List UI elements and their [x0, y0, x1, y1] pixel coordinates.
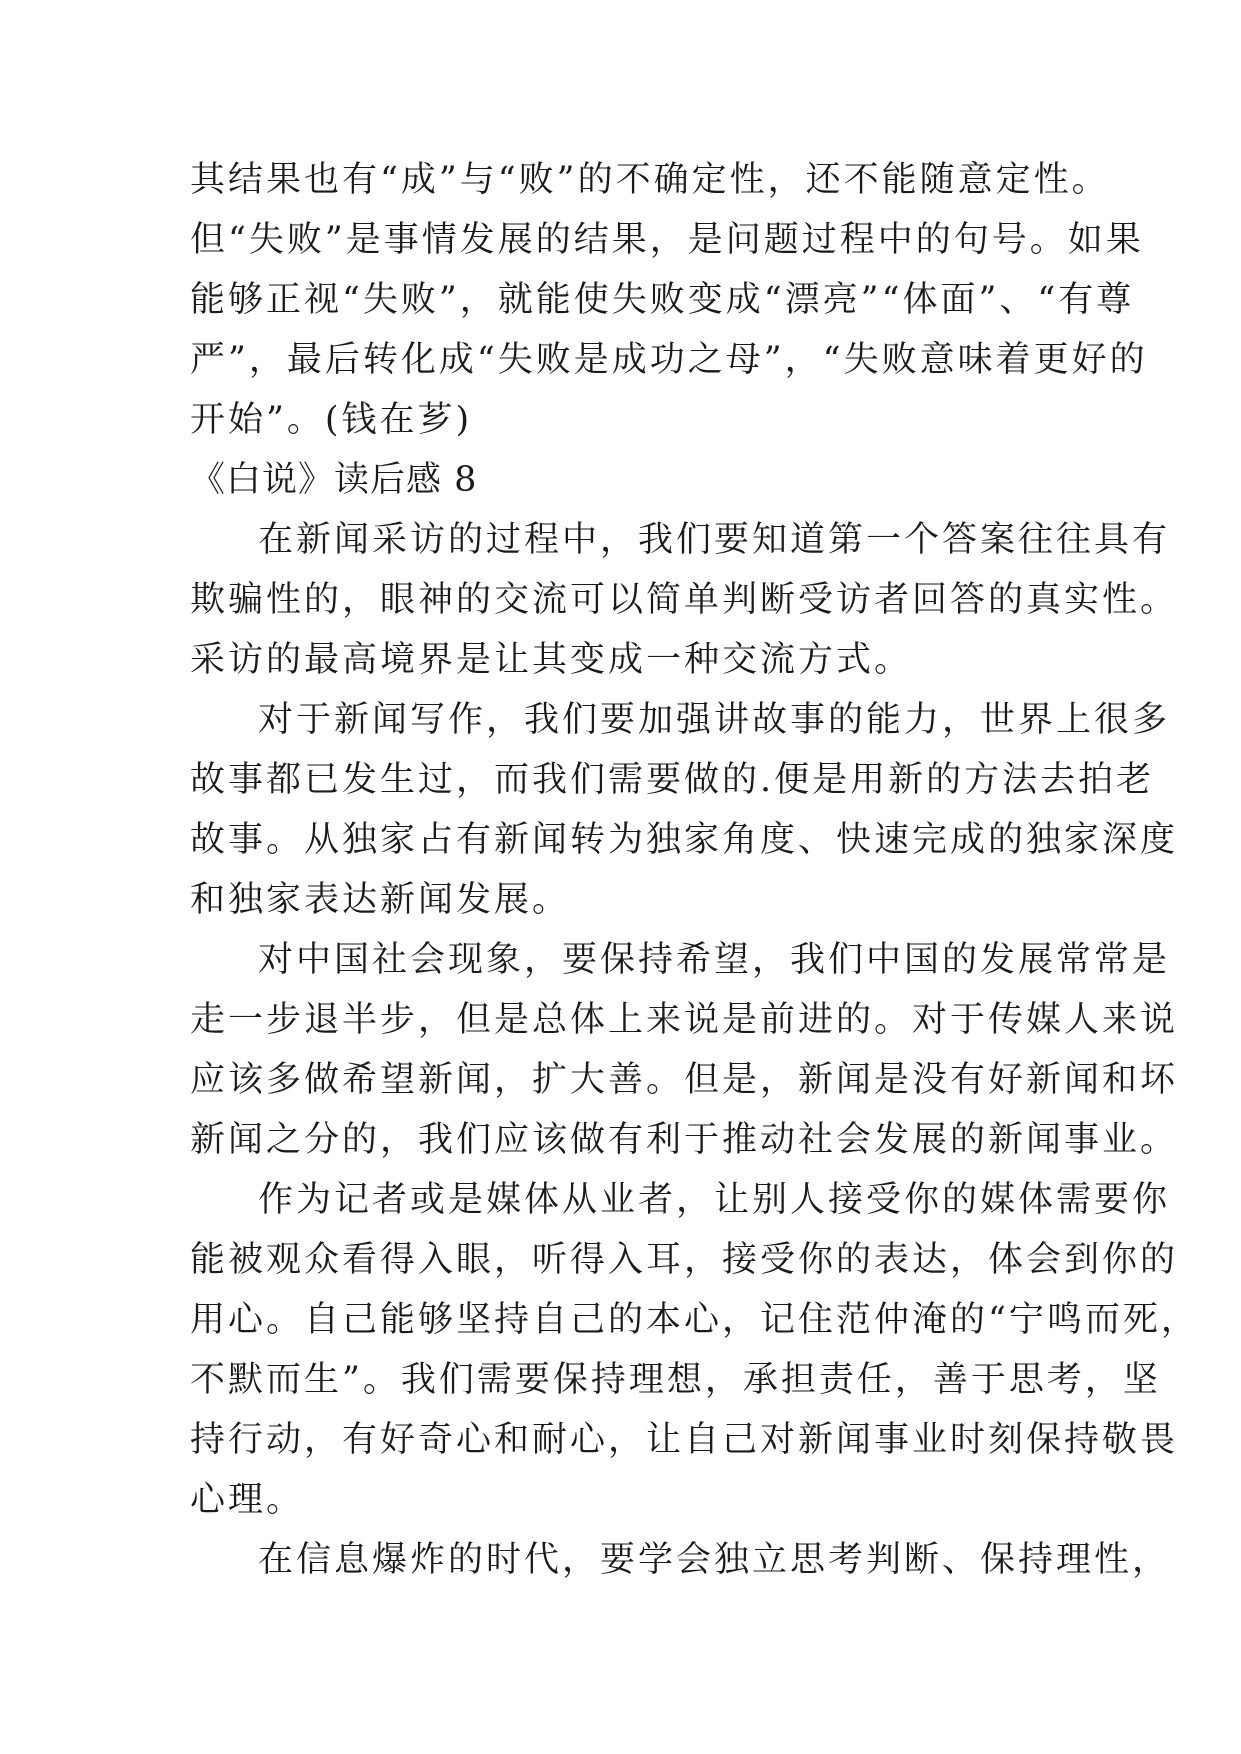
text-line: 开始”。(钱在芗)	[190, 400, 473, 440]
text-line: 故事。从独家占有新闻转为独家角度、快速完成的独家深度	[190, 820, 1179, 860]
paragraph-start-line: 作为记者或是媒体从业者，让别人接受你的媒体需要你	[258, 1180, 1171, 1220]
paragraph-start-line: 在信息爆炸的时代，要学会独立思考判断、保持理性，	[258, 1540, 1171, 1580]
text-line: 能被观众看得入眼，听得入耳，接受你的表达，体会到你的	[190, 1240, 1179, 1280]
text-line: 能够正视“失败”，就能使失败变成“漂亮”“体面”、“有尊	[190, 280, 1135, 320]
text-line: 新闻之分的，我们应该做有利于推动社会发展的新闻事业。	[190, 1120, 1179, 1160]
text-line: 用心。自己能够坚持自己的本心，记住范仲淹的“宁鸣而死，	[190, 1300, 1199, 1340]
text-line: 应该多做希望新闻，扩大善。但是，新闻是没有好新闻和坏	[190, 1060, 1179, 1100]
text-line: 但“失败”是事情发展的结果，是问题过程中的句号。如果	[190, 220, 1144, 260]
paragraph-start-line: 对于新闻写作，我们要加强讲故事的能力，世界上很多	[258, 700, 1171, 740]
text-line: 严”，最后转化成“失败是成功之母”，“失败意味着更好的	[190, 340, 1148, 380]
text-line: 故事都已发生过，而我们需要做的.便是用新的方法去拍老	[190, 760, 1155, 800]
section-heading: 《白说》读后感 8	[190, 460, 478, 500]
paragraph-start-line: 在新闻采访的过程中，我们要知道第一个答案往往具有	[258, 520, 1171, 560]
text-line: 走一步退半步，但是总体上来说是前进的。对于传媒人来说	[190, 1000, 1179, 1040]
text-line: 欺骗性的，眼神的交流可以简单判断受访者回答的真实性。	[190, 580, 1179, 620]
text-line: 其结果也有“成”与“败”的不确定性，还不能随意定性。	[190, 160, 1110, 200]
paragraph-start-line: 对中国社会现象，要保持希望，我们中国的发展常常是	[258, 940, 1171, 980]
text-line: 持行动，有好奇心和耐心，让自己对新闻事业时刻保持敬畏	[190, 1420, 1179, 1460]
text-line: 和独家表达新闻发展。	[190, 880, 571, 920]
text-line: 不默而生”。我们需要保持理想，承担责任，善于思考，坚	[190, 1360, 1161, 1400]
document-page	[190, 150, 1199, 1590]
text-line: 心理。	[190, 1480, 305, 1520]
text-line: 采访的最高境界是让其变成一种交流方式。	[190, 640, 913, 680]
